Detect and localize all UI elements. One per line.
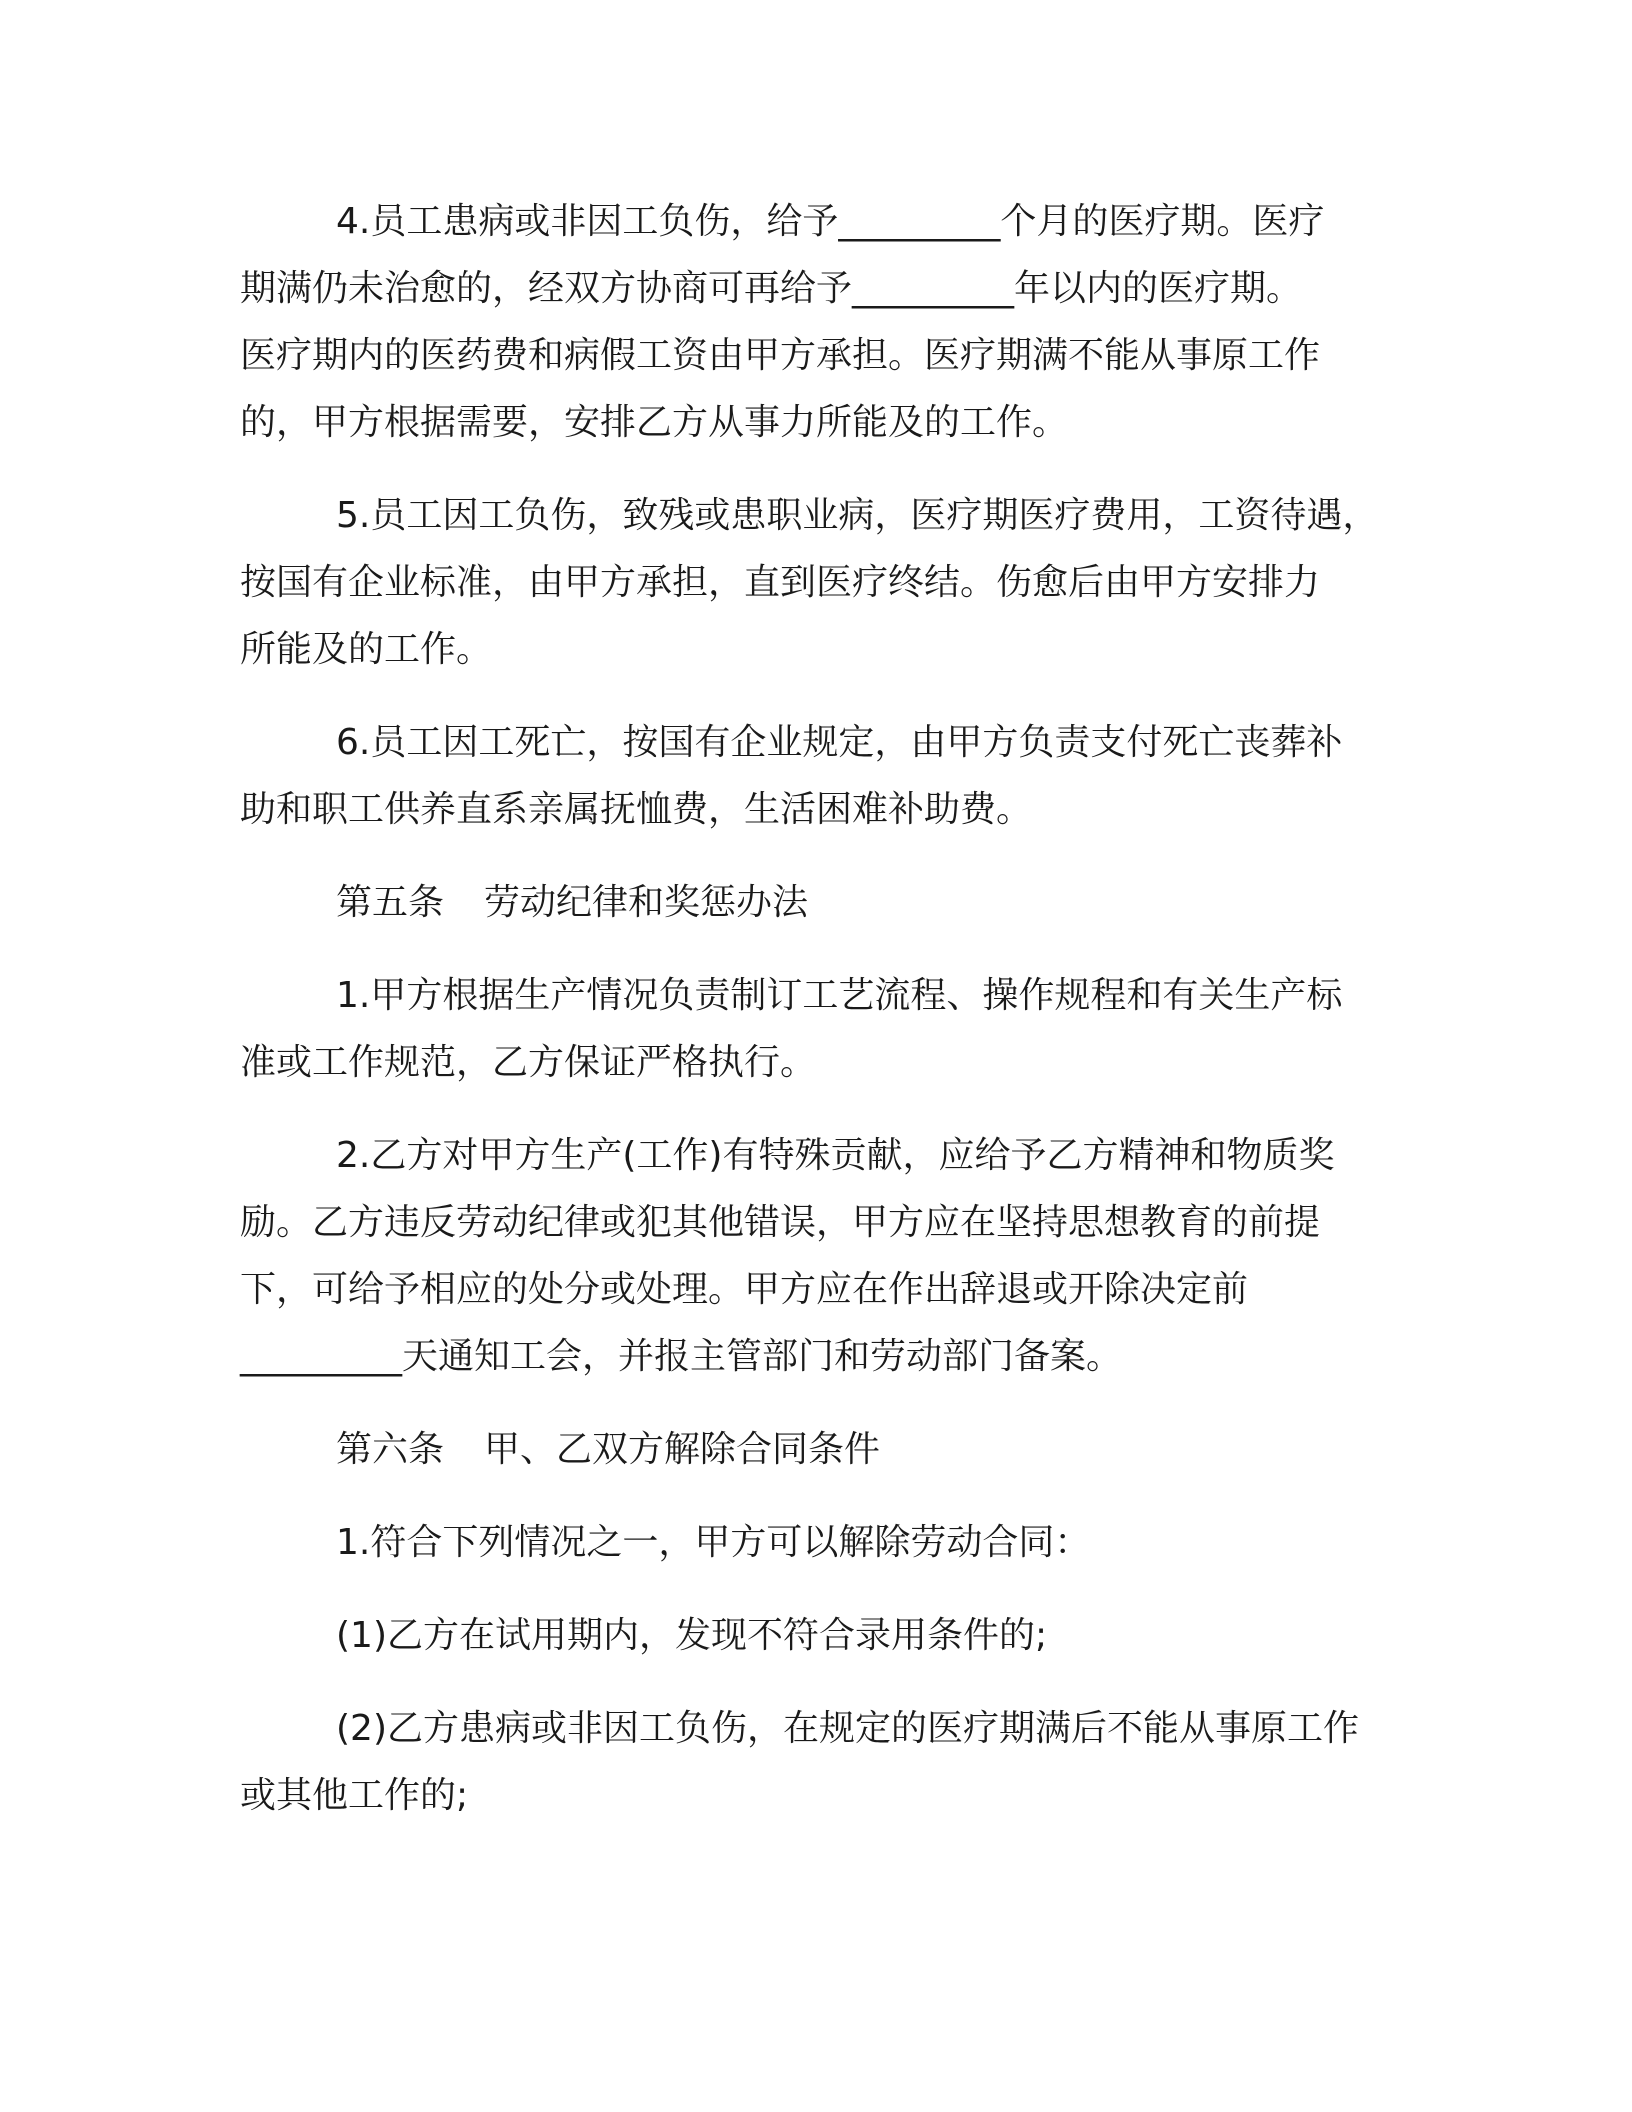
text-line: 期满仍未治愈的，经双方协商可再给予_________年以内的医疗期。 <box>240 268 1303 309</box>
text-line: 2.乙方对甲方生产(工作)有特殊贡献，应给予乙方精神和物质奖 <box>336 1135 1335 1176</box>
article-title: 甲、乙双方解除合同条件 <box>484 1429 881 1470</box>
article-6-subitem-1 <box>240 1602 1400 1669</box>
article-title: 劳动纪律和奖惩办法 <box>484 882 809 923</box>
document-body <box>240 188 1400 1855</box>
text-line: 或其他工作的; <box>240 1775 469 1816</box>
article-number: 第五条 <box>336 882 445 923</box>
article-6-item-1 <box>240 1509 1400 1576</box>
text-line: 准或工作规范，乙方保证严格执行。 <box>240 1042 817 1083</box>
text-line: 医疗期内的医药费和病假工资由甲方承担。医疗期满不能从事原工作 <box>240 335 1321 376</box>
clause-4-paragraph <box>240 188 1400 456</box>
article-6-heading <box>240 1416 1400 1483</box>
clause-6-paragraph <box>240 709 1400 843</box>
text-line: 下，可给予相应的处分或处理。甲方应在作出辞退或开除决定前 <box>240 1269 1249 1310</box>
article-6-subitem-2 <box>240 1695 1400 1829</box>
clause-5-paragraph <box>240 482 1400 683</box>
text-line: 所能及的工作。 <box>240 629 493 670</box>
text-line: 1.符合下列情况之一，甲方可以解除劳动合同： <box>336 1522 1091 1563</box>
text-line: _________天通知工会，并报主管部门和劳动部门备案。 <box>240 1336 1123 1377</box>
text-line: 励。乙方违反劳动纪律或犯其他错误，甲方应在坚持思想教育的前提 <box>240 1202 1321 1243</box>
article-5-item-1 <box>240 962 1400 1096</box>
article-5-heading <box>240 869 1400 936</box>
text-line: 5.员工因工负伤，致残或患职业病，医疗期医疗费用，工资待遇， <box>336 495 1379 536</box>
article-number: 第六条 <box>336 1429 445 1470</box>
article-5-item-2 <box>240 1122 1400 1390</box>
text-line: 按国有企业标准，由甲方承担，直到医疗终结。伤愈后由甲方安排力 <box>240 562 1321 603</box>
text-line: 4.员工患病或非因工负伤，给予_________个月的医疗期。医疗 <box>336 201 1325 242</box>
text-line: 6.员工因工死亡，按国有企业规定，由甲方负责支付死亡丧葬补 <box>336 722 1343 763</box>
text-line: 助和职工供养直系亲属抚恤费，生活困难补助费。 <box>240 789 1033 830</box>
text-line: (2)乙方患病或非因工负伤，在规定的医疗期满后不能从事原工作 <box>336 1708 1359 1749</box>
text-line: 1.甲方根据生产情况负责制订工艺流程、操作规程和有关生产标 <box>336 975 1343 1016</box>
text-line: 的，甲方根据需要，安排乙方从事力所能及的工作。 <box>240 402 1069 443</box>
text-line: (1)乙方在试用期内，发现不符合录用条件的; <box>336 1615 1048 1656</box>
